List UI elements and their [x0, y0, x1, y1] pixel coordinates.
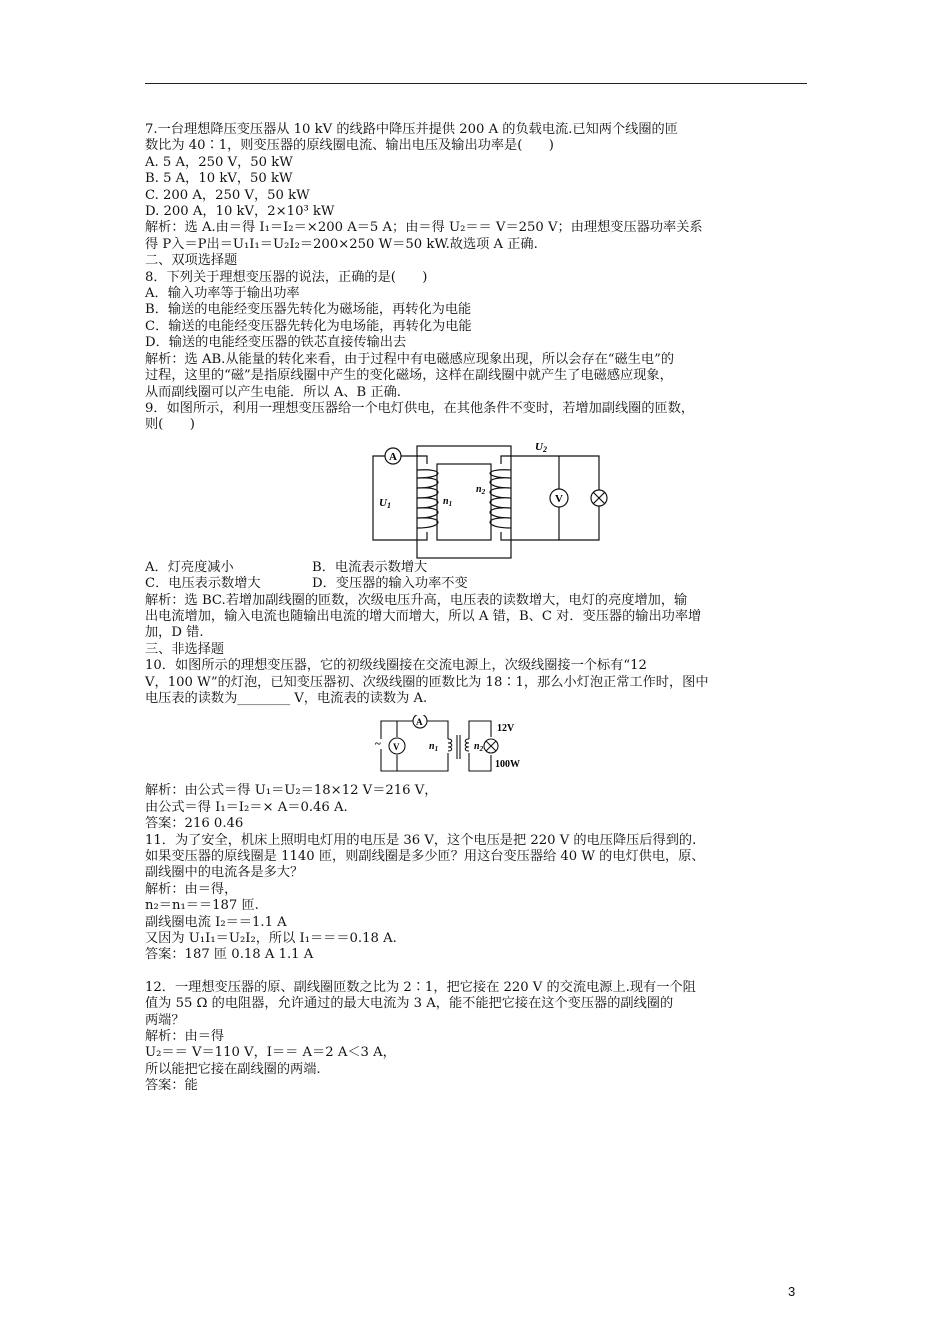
q9-option-a: A．灯亮度减小: [145, 559, 234, 575]
q7-solution-line-2: 得 P入＝P出＝U₁I₁＝U₂I₂＝200×250 W＝50 kW.故选项 A 正确.: [145, 236, 538, 252]
iron-core-outer: [417, 446, 511, 558]
page-content: [145, 122, 825, 1095]
q8-stem: 8．下列关于理想变压器的说法，正确的是( ): [145, 269, 428, 285]
q11-answer: 答案：187 匝 0.18 A 1.1 A: [145, 947, 314, 963]
q10-stem-line-1: 10．如图所示的理想变压器，它的初级线圈接在交流电源上，次级线圈接一个标有“12: [145, 658, 647, 674]
secondary-bottom-wire: [469, 753, 491, 771]
q7-solution-line-1: 解析：选 A.由＝得 I₁＝I₂＝×200 A＝5 A；由＝得 U₂＝＝ V＝250 V；由理想变压器功率关系: [145, 220, 703, 236]
q9-options-row-1: [145, 560, 825, 576]
q10-solution-line-2: 由公式＝得 I₁＝I₂＝× A＝0.46 A.: [145, 799, 348, 815]
u1-label: U1: [379, 496, 391, 510]
q7-option-a: A. 5 A，250 V，50 kW: [145, 154, 293, 170]
q7-stem-line-1: 7.一台理想降压变压器从 10 kV 的线路中降压并提供 200 A 的负载电流.已知两个线圈的匝: [145, 122, 678, 137]
voltmeter-label: V: [393, 742, 400, 753]
n1-label: $n_1$: [429, 741, 439, 754]
q12-stem-line-2: 值为 55 Ω 的电阻器，允许通过的最大电流为 3 A，能不能把它接在这个变压器的副线圈的: [145, 996, 674, 1012]
q11-stem-line-1: 11．为了安全，机床上照明电灯用的电压是 36 V，这个电压是把 220 V 的电压降压后得到的.: [145, 832, 697, 848]
header-rule: [145, 83, 807, 84]
q7-option-d: D. 200 A，10 kV，2×10³ kW: [145, 204, 335, 220]
page-number: 3: [788, 1284, 796, 1299]
section-heading-2: 二、双项选择题: [145, 253, 238, 269]
q12-solution-line-2: U₂＝＝ V＝110 V，I＝＝ A＝2 A＜3 A，: [145, 1045, 396, 1061]
q9-options-row-2: [145, 576, 825, 592]
voltmeter-label: V: [555, 492, 563, 505]
q10-solution-line-1: 解析：由公式＝得 U₁＝U₂＝18×12 V＝216 V，: [145, 783, 438, 799]
section-heading-3: 三、非选择题: [145, 641, 225, 657]
ammeter-label: A: [416, 717, 423, 728]
q10-stem-line-3: 电压表的读数为________ V，电流表的读数为 A.: [145, 690, 428, 706]
q12-stem-line-3: 两端？: [145, 1012, 185, 1028]
q7-option-b: B. 5 A，10 kV，50 kW: [145, 171, 293, 187]
q11-solution-line-3: 副线圈电流 I₂＝＝1.1 A: [145, 914, 287, 930]
transformer-lamp-diagram: [373, 715, 553, 777]
n2-label: $n_2$: [474, 741, 484, 754]
q8-option-c: C．输送的电能经变压器先转化为电场能，再转化为电能: [145, 318, 472, 334]
q11-stem-line-3: 副线圈中的电流各是多大？: [145, 865, 304, 881]
q9-option-d: D．变压器的输入功率不变: [312, 576, 468, 592]
q12-stem-line-1: 12．一理想变压器的原、副线圈匝数之比为 2∶1，把它接在 220 V 的交流电源上.现有一个阻: [145, 979, 696, 995]
q8-solution-line-1: 解析：选 AB.从能量的转化来看，由于过程中有电磁感应现象出现，所以会存在“磁生电”的: [145, 351, 675, 367]
q8-option-b: B．输送的电能经变压器先转化为磁场能，再转化为电能: [145, 302, 472, 318]
n1-label: $n_1$: [443, 495, 453, 508]
primary-coil: [417, 469, 438, 527]
q12-solution-line-1: 解析：由＝得: [145, 1029, 225, 1045]
ac-source-label: ~: [375, 738, 381, 751]
transformer-circuit-diagram: [365, 438, 615, 560]
q7-option-c: C. 200 A，250 V，50 kW: [145, 187, 310, 203]
q8-solution-line-3: 从而副线圈可以产生电能．所以 A、B 正确.: [145, 384, 401, 400]
primary-coil: [448, 739, 452, 751]
ammeter-label: A: [389, 450, 397, 463]
q9-stem-line-1: 9．如图所示，利用一理想变压器给一个电灯供电，在其他条件不变时，若增加副线圈的匝数，: [145, 400, 695, 416]
transformer-lamp-figure: [145, 715, 825, 777]
q8-option-a: A．输入功率等于输出功率: [145, 286, 300, 302]
q8-option-d: D．输送的电能经变压器的铁芯直接传输出去: [145, 335, 407, 351]
secondary-top-wire: [469, 721, 491, 739]
u2-label: U2: [535, 440, 547, 454]
q12-solution-line-3: 所以能把它接在副线圈的两端.: [145, 1061, 321, 1077]
q9-solution-line-3: 加，D 错.: [145, 625, 204, 641]
q9-solution-line-1: 解析：选 BC.若增加副线圈的匝数，次级电压升高，电压表的读数增大，电灯的亮度增加，输: [145, 592, 688, 608]
secondary-coil: [490, 469, 511, 527]
secondary-coil: [465, 739, 469, 751]
q11-stem-line-2: 如果变压器的原线圈是 1140 匝，则副线圈是多少匝？用这台变压器给 40 W 的电灯供电，原、: [145, 849, 705, 864]
q11-solution-line-1: 解析：由＝得，: [145, 881, 238, 897]
q12-answer: 答案：能: [145, 1078, 198, 1094]
q9-stem-line-2: 则( ): [145, 417, 195, 433]
q9-option-c: C．电压表示数增大: [145, 576, 261, 592]
q9-solution-line-2: 出电流增加，输入电流也随输出电流的增大而增大，所以 A 错，B、C 对．变压器的输出功率增: [145, 608, 702, 624]
n2-label: $n_2$: [476, 483, 486, 496]
q11-solution-line-2: n₂＝n₁＝＝187 匝.: [145, 898, 259, 914]
q8-solution-line-2: 过程，这里的“磁”是指原线圈中产生的变化磁场，这样在副线圈中就产生了电磁感应现象，: [145, 368, 673, 384]
transformer-circuit-figure: [145, 438, 825, 560]
q7-stem-line-2: 数比为 40∶1，则变压器的原线圈电流、输出电压及输出功率是( ): [145, 138, 554, 154]
q11-solution-line-4: 又因为 U₁I₁＝U₂I₂，所以 I₁＝＝＝0.18 A.: [145, 931, 397, 947]
spacer: [145, 964, 825, 980]
q10-answer: 答案：216 0.46: [145, 816, 244, 832]
q10-stem-line-2: V，100 W”的灯泡，已知变压器初、次级线圈的匝数比为 18∶1，那么小灯泡正常工作时，图中: [145, 674, 709, 690]
q9-option-b: B．电流表示数增大: [312, 559, 428, 575]
lamp-voltage-label: 12V: [497, 723, 515, 735]
lamp-power-label: 100W: [495, 759, 520, 771]
